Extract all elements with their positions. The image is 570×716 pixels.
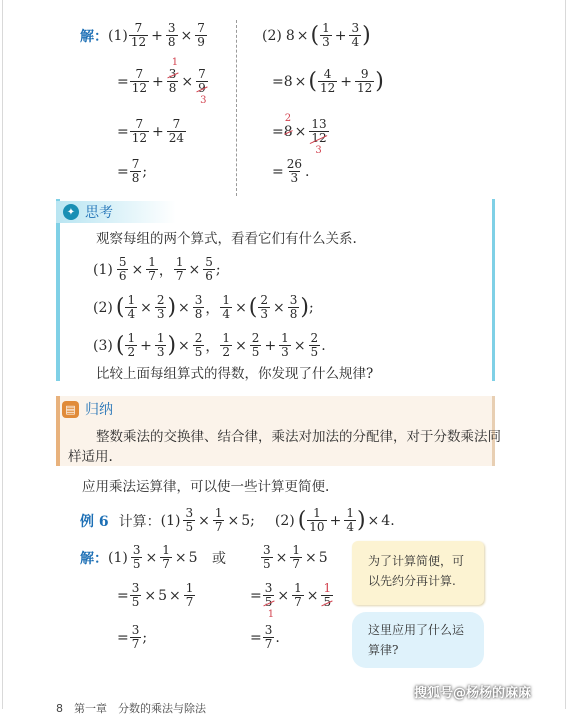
column-divider [236, 20, 237, 196]
example-solution-line-1: 解： (1) $\frac{3}{5}$ × $\frac{1}{7}$ × 5 [80, 543, 198, 571]
think-header [63, 202, 113, 222]
think-title: 思考 [85, 205, 113, 221]
fraction: $\frac{7}{24}$ [168, 117, 185, 145]
example-alt-line-2: = 3 5 1 × $\frac{1}{7}$ × $\frac{1}{5}$ [250, 581, 332, 620]
part-label: (1) [108, 27, 128, 44]
fraction-cancelled: 7 9 3 [198, 67, 207, 106]
think-item-3: (3) ( $\frac{1}{2}$ + $\frac{1}{3}$ ) × $\frac{2}{5}$ ， $\frac{1}{2}$ × $\frac{2}{5}$ + $\frac{1}{3}$ × $\frac{2}{5}$ . [93, 331, 326, 359]
cancelled-eight: 8 2 [283, 112, 293, 140]
think-intro: 观察每组的两个算式，看看它们有什么关系. [96, 231, 357, 247]
fraction: $\frac{3}{8}$ [167, 21, 176, 49]
solution-2-line-2: = 8 × ( $\frac{4}{12}$ + $\frac{9}{12}$ ) [272, 67, 384, 95]
example-label: 例 6 [80, 513, 109, 530]
watermark: 搜狐号@杨杨的麻麻 [414, 686, 532, 701]
solution-label: 解： [80, 28, 108, 45]
summary-line-2: 样适用. [68, 449, 113, 465]
summary-line-1: 整数乘法的交换律、结合律，乘法对加法的分配律，对于分数乘法同 [96, 429, 501, 445]
solution-1-line-2: = $\frac{7}{12}$ + 3 8 1 × 7 9 3 [117, 57, 207, 106]
book-icon: ▤ [62, 401, 79, 418]
example-alt-line-1: $\frac{3}{5}$ × $\frac{1}{7}$ × 5 [263, 543, 328, 571]
summary-header [62, 399, 113, 419]
solution-2-line-4: = $\frac{26}{3}$ . [272, 157, 310, 185]
solution-2-line-3: = 8 2 × 13 12 3 [272, 112, 327, 156]
fraction: $\frac{7}{9}$ [197, 21, 205, 49]
fraction: $\frac{7}{12}$ [131, 67, 148, 95]
apply-text: 应用乘法运算律，可以使一些计算更简便. [82, 479, 330, 495]
think-outro: 比较上面每组算式的得数，你发现了什么规律? [96, 366, 374, 382]
fraction: $\frac{26}{3}$ [286, 157, 303, 185]
fraction: $\frac{1}{3}$ [322, 21, 330, 49]
solution-2-line-1: (2) 8 × ( $\frac{1}{3}$ + $\frac{3}{4}$ ) [262, 21, 371, 49]
example-alt-line-3: = $\frac{3}{7}$ . [250, 623, 280, 651]
lightbulb-icon: ✦ [63, 204, 79, 220]
fraction: $\frac{4}{12}$ [319, 67, 336, 95]
page-footer: 8 第一章 分数的乘法与除法 [56, 702, 206, 715]
solution-1-line-3: = $\frac{7}{12}$ + $\frac{7}{24}$ [117, 117, 185, 145]
fraction: $\frac{7}{12}$ [131, 117, 148, 145]
fraction: $\frac{3}{4}$ [351, 21, 360, 49]
think-item-2: (2) ( $\frac{1}{4}$ × $\frac{2}{3}$ ) × $\frac{3}{8}$ ， $\frac{1}{4}$ × ( $\frac{2}{3}$ × $\frac{3}{8}$ ) ; [93, 293, 314, 321]
solution-1-line-1: 解： (1) $\frac{7}{12}$ + $\frac{3}{8}$ × $\frac{7}{9}$ [80, 21, 205, 49]
example-solution-line-2: = $\frac{3}{5}$ × 5 × $\frac{1}{7}$ [117, 581, 194, 609]
summary-title: 归纳 [85, 402, 113, 418]
fraction: $\frac{7}{8}$ [131, 157, 140, 185]
tip-note-simplify: 为了计算简便，可 以先约分再计算. [352, 541, 484, 605]
or-word: 或 [212, 551, 226, 567]
think-item-1: (1) $\frac{5}{6}$ × $\frac{1}{7}$ ， $\frac{1}{7}$ × $\frac{5}{6}$ ; [93, 255, 221, 283]
example-solution-line-3: = $\frac{3}{7}$ ; [117, 623, 148, 651]
example-6: 例 6 计算： (1) $\frac{3}{5}$ × $\frac{1}{7}$ × 5 ; (2) ( $\frac{1}{10}$ + $\frac{1}{4}$ ) × 4 . [80, 506, 395, 534]
fraction: $\frac{7}{12}$ [130, 21, 147, 49]
fraction: $\frac{9}{12}$ [357, 67, 373, 95]
fraction-cancelled: 13 12 3 [311, 117, 327, 156]
tip-note-question: 这里应用了什么运 算律? [352, 612, 484, 668]
fraction-cancelled: 3 8 1 [168, 57, 179, 95]
solution-1-line-4: = $\frac{7}{8}$ ; [117, 157, 148, 185]
